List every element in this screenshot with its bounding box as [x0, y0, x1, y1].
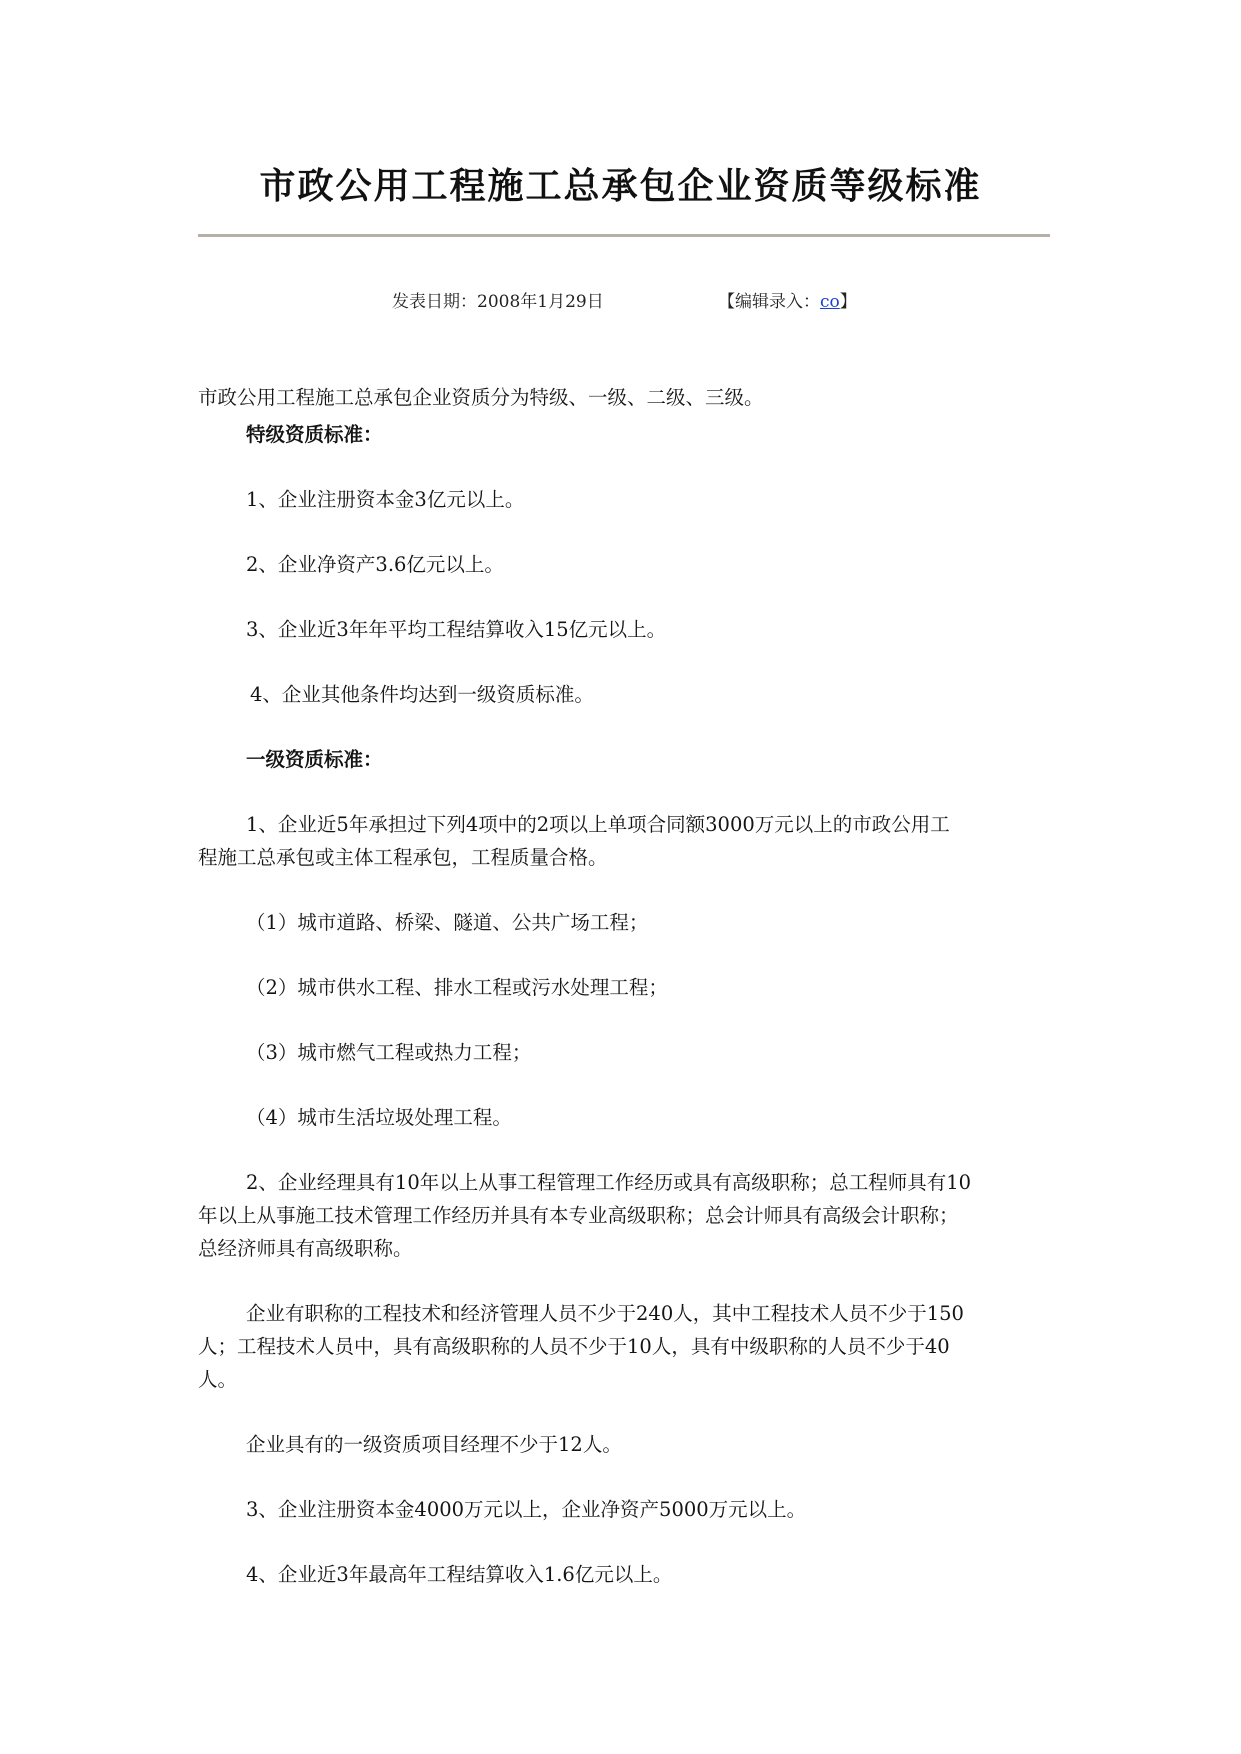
document-title: 市政公用工程施工总承包企业资质等级标准: [259, 165, 982, 207]
special-item-1: 1、企业注册资本金3亿元以上。: [246, 488, 525, 511]
first-item-1-line-1: 1、企业近5年承担过下列4项中的2项以上单项合同额3000万元以上的市政公用工: [246, 813, 950, 836]
intro-text: 市政公用工程施工总承包企业资质分为特级、一级、二级、三级。: [198, 386, 764, 409]
first-item-1-line-2: 程施工总承包或主体工程承包，工程质量合格。: [198, 846, 608, 869]
staff-paragraph-line-2: 人；工程技术人员中，具有高级职称的人员不少于10人，具有中级职称的人员不少于40: [198, 1335, 950, 1358]
first-item-1-sub-2: （2）城市供水工程、排水工程或污水处理工程；: [246, 976, 668, 999]
first-item-2-line-3: 总经济师具有高级职称。: [198, 1237, 413, 1260]
special-grade-heading: 特级资质标准：: [246, 423, 383, 446]
special-item-2: 2、企业净资产3.6亿元以上。: [246, 553, 504, 576]
first-item-2-line-2: 年以上从事施工技术管理工作经历并具有本专业高级职称；总会计师具有高级会计职称；: [198, 1204, 959, 1227]
first-item-1-sub-3: （3）城市燃气工程或热力工程；: [246, 1041, 532, 1064]
editor-link[interactable]: co: [820, 292, 840, 312]
staff-paragraph-line-3: 人。: [198, 1368, 238, 1391]
first-grade-heading: 一级资质标准：: [246, 748, 383, 771]
title-divider: [198, 234, 1050, 237]
staff-paragraph-line-1: 企业有职称的工程技术和经济管理人员不少于240人，其中工程技术人员不少于150: [246, 1302, 964, 1325]
first-item-1-sub-1: （1）城市道路、桥梁、隧道、公共广场工程；: [246, 911, 649, 934]
first-item-1-sub-4: （4）城市生活垃圾处理工程。: [246, 1106, 512, 1129]
editor-label-close: 】: [839, 292, 857, 312]
editor-info: [718, 287, 857, 312]
special-item-3: 3、企业近3年年平均工程结算收入15亿元以上。: [246, 618, 667, 641]
first-item-3: 3、企业注册资本金4000万元以上，企业净资产5000万元以上。: [246, 1498, 807, 1521]
project-manager-requirement: 企业具有的一级资质项目经理不少于12人。: [246, 1433, 622, 1456]
editor-label-open: 【编辑录入：: [718, 292, 820, 312]
first-item-4: 4、企业近3年最高年工程结算收入1.6亿元以上。: [246, 1563, 673, 1586]
special-item-4: 4、企业其他条件均达到一级资质标准。: [250, 683, 594, 706]
publish-date: 发表日期：2008年1月29日: [392, 292, 604, 312]
first-item-2-line-1: 2、企业经理具有10年以上从事工程管理工作经历或具有高级职称；总工程师具有10: [246, 1171, 972, 1194]
